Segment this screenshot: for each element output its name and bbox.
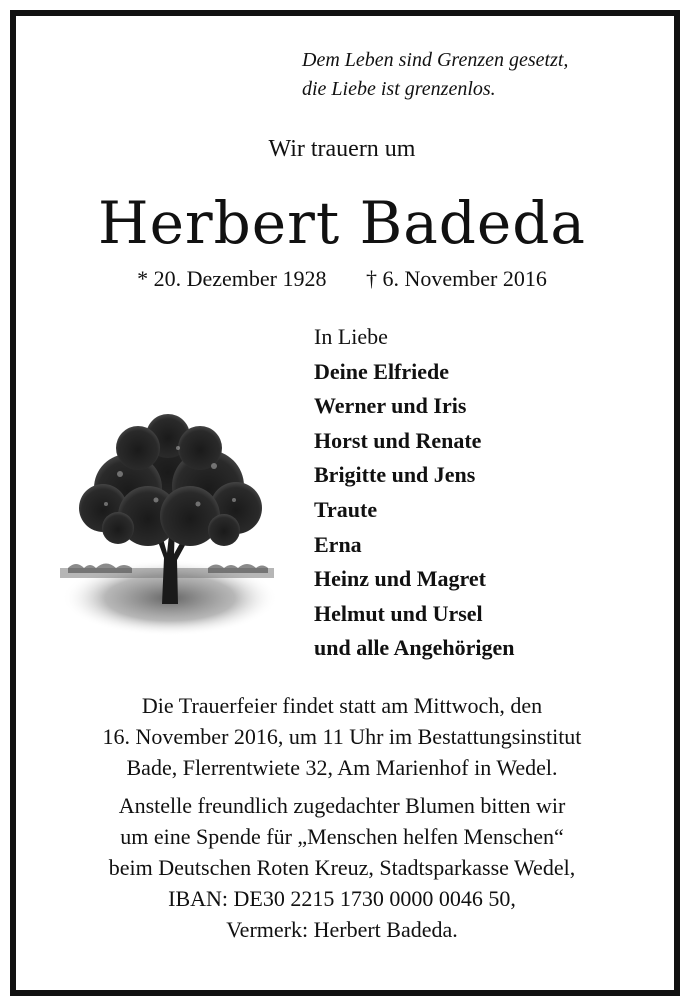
intro-text: Wir trauern um — [268, 136, 416, 162]
death-date: † 6. November 2016 — [366, 266, 547, 291]
motto-line: die Liebe ist grenzenlos. — [302, 78, 496, 100]
ceremony-line: Die Trauerfeier findet statt am Mittwoch, den — [141, 693, 543, 718]
mourner-name: Werner und Iris — [314, 393, 467, 419]
mourner-name: Deine Elfriede — [314, 358, 450, 384]
ceremony-line: 16. November 2016, um 11 Uhr im Bestattungsinstitut — [102, 724, 582, 749]
donation-line: Vermerk: Herbert Badeda. — [226, 917, 458, 942]
ceremony-info — [0, 690, 684, 783]
donation-line: IBAN: DE30 2215 1730 0000 0046 50, — [168, 886, 516, 911]
mourners-list — [314, 320, 514, 666]
donation-info — [0, 790, 684, 945]
mourner-name: Brigitte und Jens — [314, 462, 476, 488]
ceremony-line: Bade, Flerrentwiete 32, Am Marienhof in Wedel. — [126, 755, 558, 780]
mourners-lead: In Liebe — [314, 324, 388, 349]
life-dates — [0, 266, 684, 292]
birth-date: * 20. Dezember 1928 — [137, 266, 327, 291]
mourner-name: Traute — [314, 496, 378, 522]
motto — [302, 46, 642, 104]
tree-icon — [58, 408, 276, 640]
mourner-name: Erna — [314, 531, 362, 557]
donation-line: Anstelle freundlich zugedachter Blumen bitten wir — [118, 793, 566, 818]
deceased-name: Herbert Badeda — [98, 189, 586, 257]
donation-line: um eine Spende für „Menschen helfen Menschen“ — [120, 824, 564, 849]
mourner-name: Heinz und Magret — [314, 566, 486, 592]
mourner-name: Horst und Renate — [314, 427, 482, 453]
donation-line: beim Deutschen Roten Kreuz, Stadtsparkasse Wedel, — [108, 855, 576, 880]
mourner-name: Helmut und Ursel — [314, 600, 483, 626]
mourner-name: und alle Angehörigen — [314, 635, 515, 661]
motto-line: Dem Leben sind Grenzen gesetzt, — [302, 49, 569, 71]
